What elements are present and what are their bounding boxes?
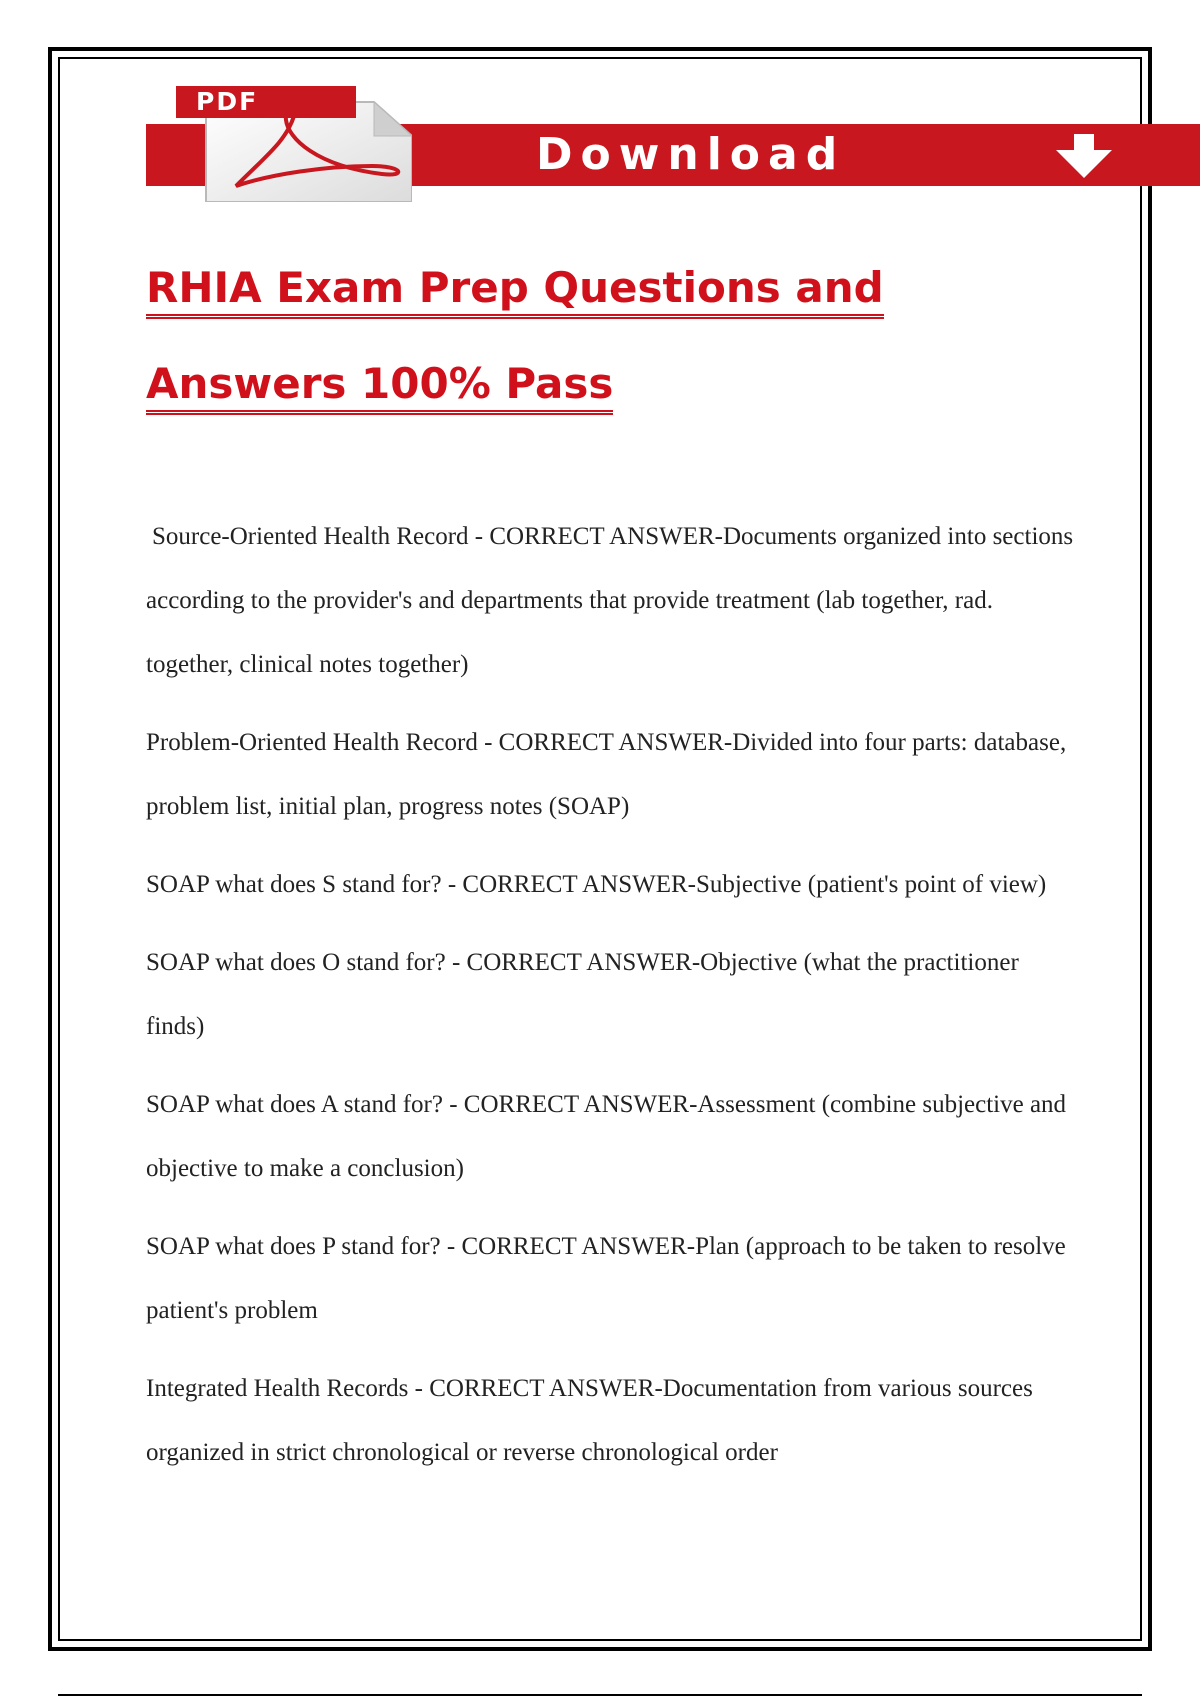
pdf-download-banner[interactable] bbox=[146, 78, 1200, 202]
title-line-2: Answers 100% Pass bbox=[146, 358, 613, 415]
qa-item: Source-Oriented Health Record - CORRECT ANSWER-Documents organized into sections according to the provider's and departments that provide treatment (lab together, rad. together, clinical notes together) bbox=[146, 523, 1074, 678]
qa-list bbox=[146, 505, 1076, 1499]
qa-item: SOAP what does P stand for? - CORRECT ANSWER-Plan (approach to be taken to resolve patient's problem bbox=[146, 1233, 1066, 1324]
qa-item: Problem-Oriented Health Record - CORRECT ANSWER-Divided into four parts: database, problem list, initial plan, progress notes (SOAP) bbox=[146, 729, 1067, 820]
pdf-label: PDF bbox=[176, 86, 356, 118]
qa-item: SOAP what does O stand for? - CORRECT ANSWER-Objective (what the practitioner finds) bbox=[146, 949, 1019, 1040]
download-label[interactable]: Download bbox=[536, 129, 846, 180]
pdf-document-icon bbox=[176, 86, 412, 202]
title-line-1: RHIA Exam Prep Questions and bbox=[146, 262, 884, 319]
qa-item: SOAP what does S stand for? - CORRECT ANSWER-Subjective (patient's point of view) bbox=[146, 871, 1047, 898]
document-title bbox=[146, 240, 884, 432]
download-arrow-icon[interactable] bbox=[1054, 134, 1114, 178]
bottom-divider bbox=[58, 1694, 1142, 1696]
qa-item: Integrated Health Records - CORRECT ANSWER-Documentation from various sources organized in strict chronological or reverse chronological order bbox=[146, 1375, 1033, 1466]
qa-item: SOAP what does A stand for? - CORRECT ANSWER-Assessment (combine subjective and objective to make a conclusion) bbox=[146, 1091, 1067, 1182]
